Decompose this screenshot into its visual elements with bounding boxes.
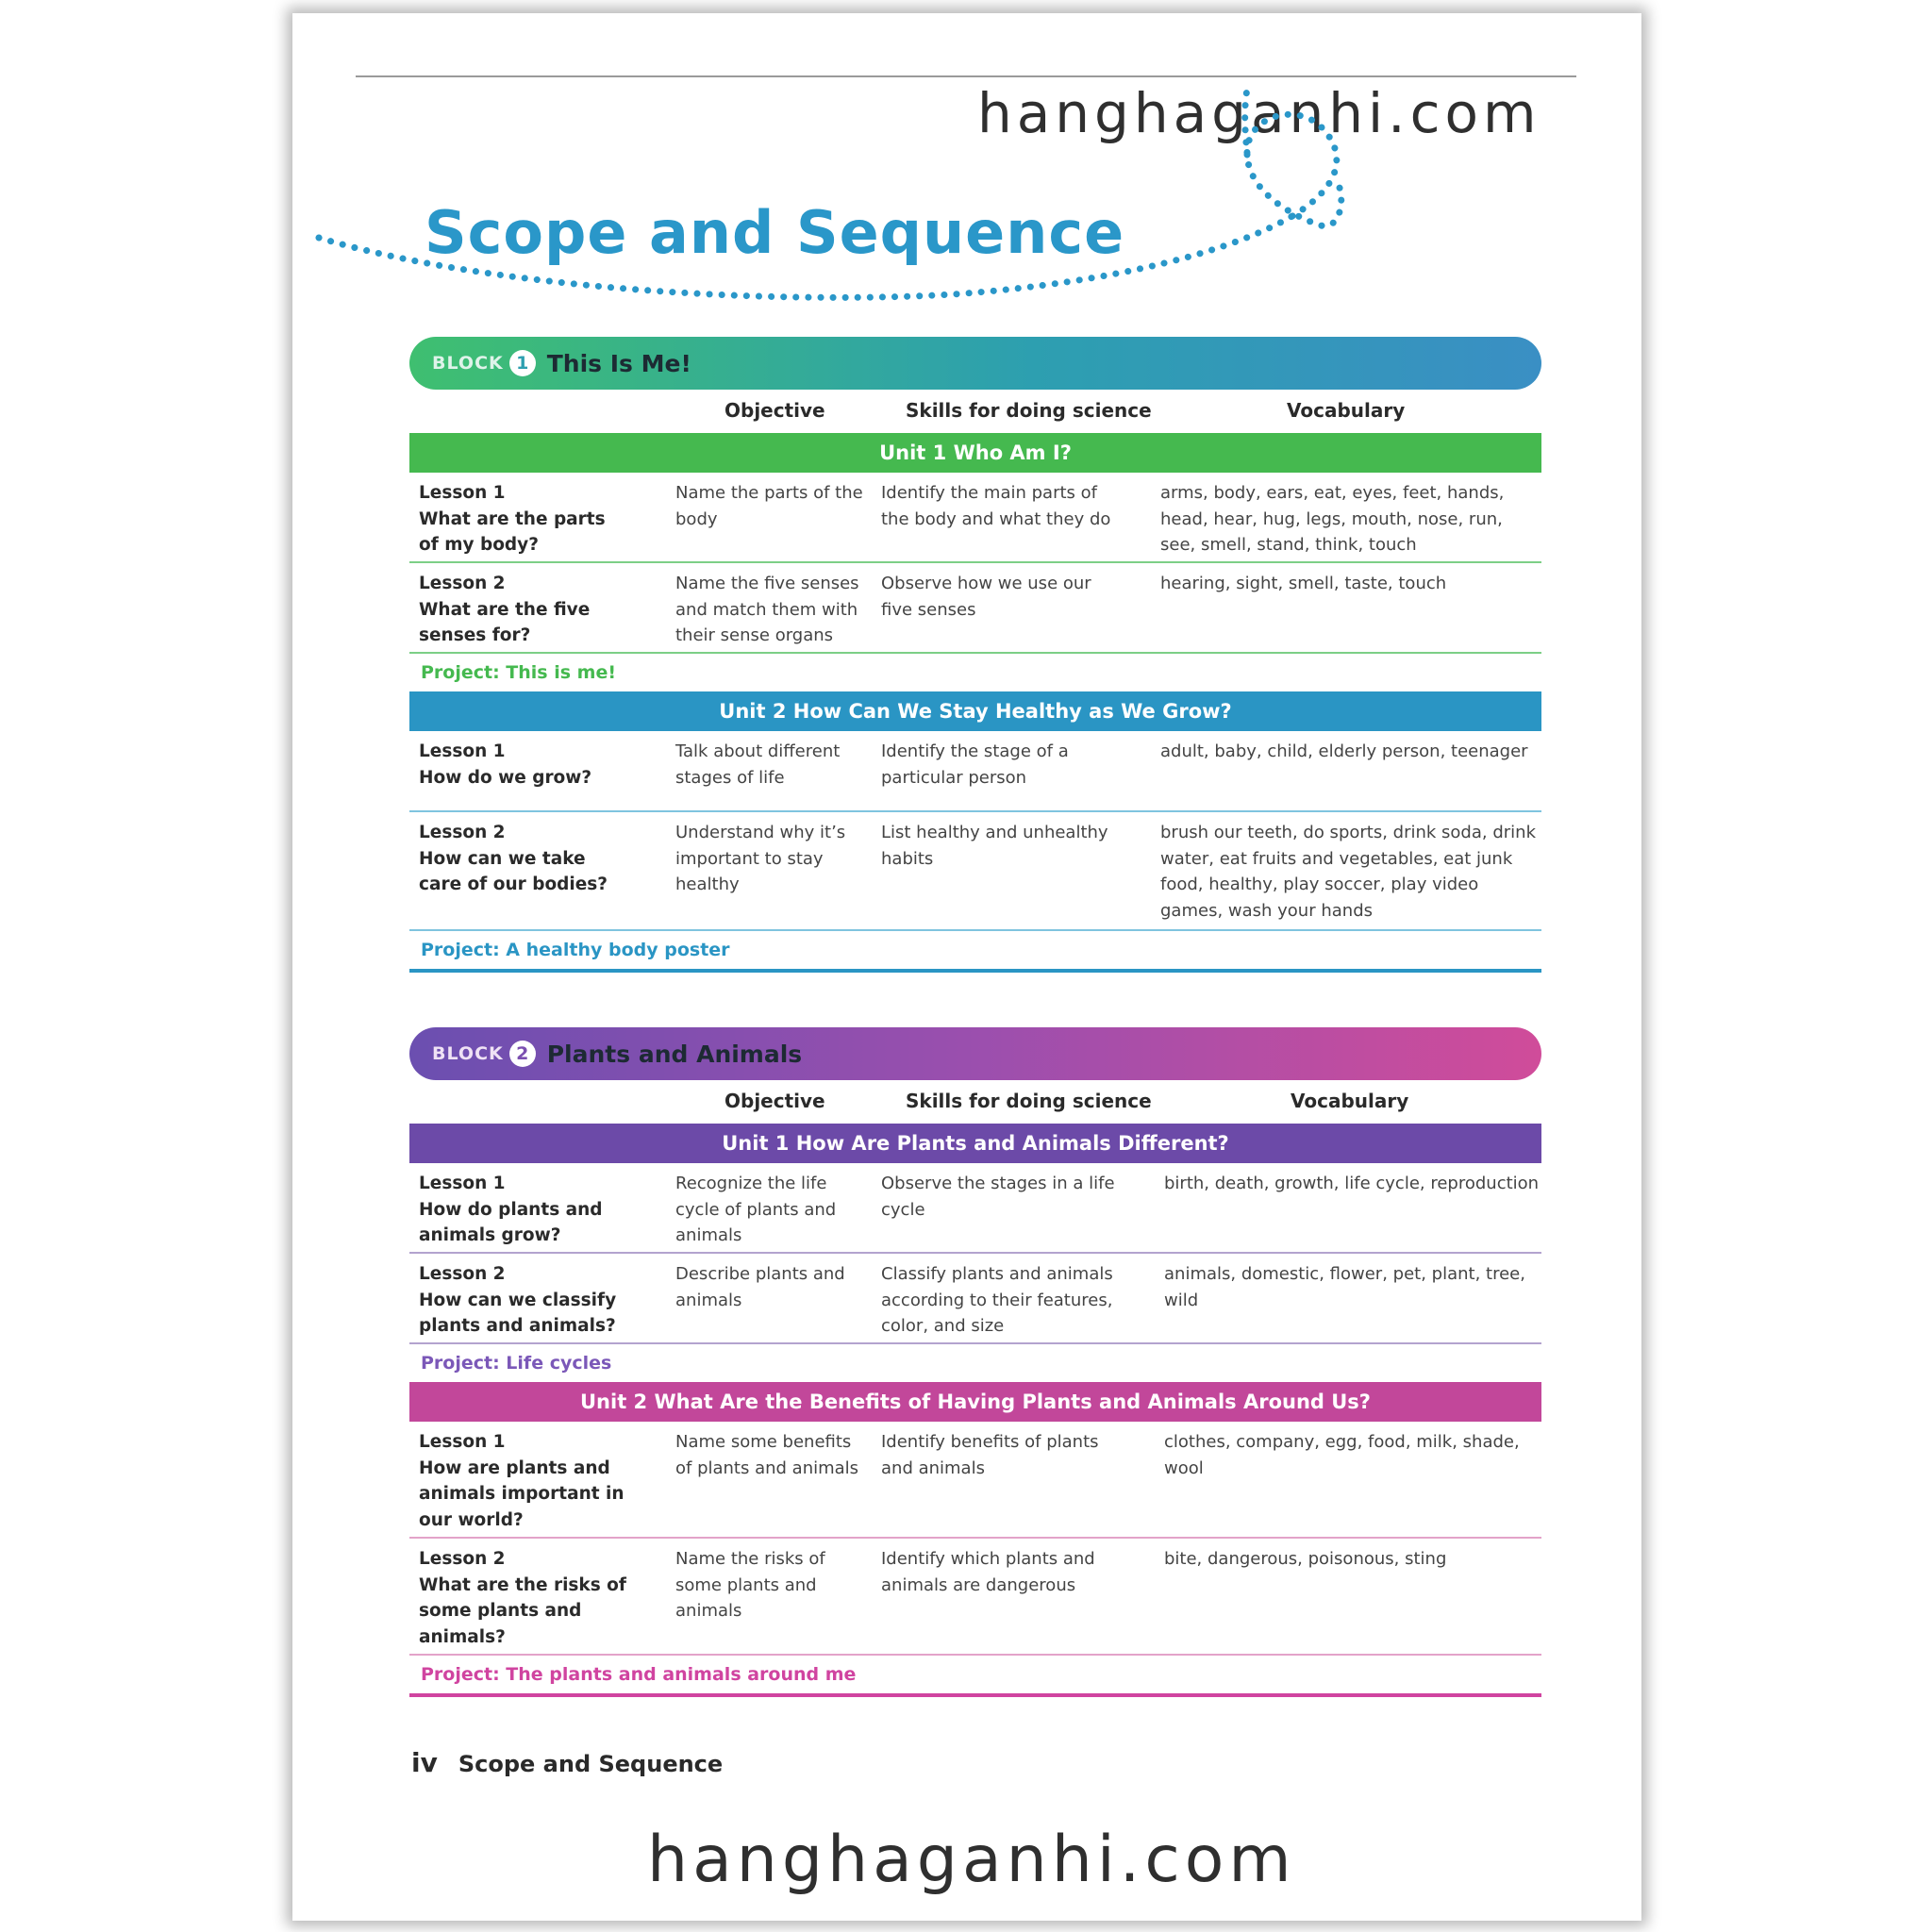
project-label: Project: Life cycles <box>421 1353 612 1374</box>
lesson-number: Lesson 1 <box>419 1174 506 1193</box>
skill-cell: Identify benefits of plants and animals <box>881 1432 1099 1478</box>
lesson-number: Lesson 1 <box>419 1432 506 1452</box>
lesson-question: How can we take care of our bodies? <box>419 848 608 894</box>
lesson-row <box>409 1422 1541 1539</box>
skill-cell: List healthy and unhealthy habits <box>881 823 1108 869</box>
unit-header: Unit 2 What Are the Benefits of Having Plants and Animals Around Us? <box>409 1382 1541 1422</box>
skill-cell: Identify the stage of a particular person <box>881 741 1069 788</box>
watermark-bottom: hanghaganhi.com <box>647 1823 1296 1897</box>
lesson-title <box>419 480 626 558</box>
lesson-number: Lesson 2 <box>419 1549 506 1569</box>
lesson-row <box>409 812 1541 931</box>
block-title: Plants and Animals <box>546 1040 803 1068</box>
objective-cell: Name the risks of some plants and animals <box>675 1549 825 1621</box>
objective-cell: Name some benefits of plants and animals <box>675 1432 859 1478</box>
vocabulary-cell: bite, dangerous, poisonous, sting <box>1164 1549 1447 1569</box>
lesson-title <box>419 1261 626 1340</box>
skill-cell: Classify plants and animals according to their features, color, and size <box>881 1264 1113 1336</box>
column-headers <box>409 1080 1541 1124</box>
objective-cell: Understand why it’s important to stay healthy <box>675 823 846 894</box>
lesson-row <box>409 473 1541 563</box>
lesson-number: Lesson 2 <box>419 1264 506 1284</box>
project-label: Project: The plants and animals around me <box>409 1656 1541 1697</box>
lesson-question: How do we grow? <box>419 767 592 788</box>
block-header <box>409 337 1541 390</box>
watermark-top: hanghaganhi.com <box>977 81 1541 145</box>
project-label: Project: This is me! <box>421 662 617 683</box>
skill-cell: Observe how we use our five senses <box>881 574 1091 620</box>
lesson-row <box>409 1539 1541 1656</box>
block-label: BLOCK <box>432 1043 504 1064</box>
skill-cell: Identify the main parts of the body and what they do <box>881 483 1111 529</box>
lesson-number: Lesson 1 <box>419 741 506 761</box>
skill-cell: Identify which plants and animals are dangerous <box>881 1549 1095 1595</box>
objective-cell: Talk about different stages of life <box>675 741 841 788</box>
block-2 <box>409 1027 1541 1697</box>
page-number: iv <box>411 1747 438 1778</box>
unit-header: Unit 2 How Can We Stay Healthy as We Grow? <box>409 691 1541 731</box>
lesson-row <box>409 731 1541 812</box>
block-1 <box>409 337 1541 973</box>
skill-cell: Observe the stages in a life cycle <box>881 1174 1115 1220</box>
vocabulary-cell: clothes, company, egg, food, milk, shade, wool <box>1164 1432 1520 1478</box>
lesson-title <box>419 1429 626 1533</box>
col-objective: Objective <box>724 399 825 422</box>
column-headers <box>409 390 1541 433</box>
lesson-title <box>419 820 626 898</box>
project-label: Project: A healthy body poster <box>409 931 1541 973</box>
col-skills: Skills for doing science <box>906 399 1152 422</box>
block-number: 1 <box>509 350 536 376</box>
vocabulary-cell: arms, body, ears, eat, eyes, feet, hands, head, hear, hug, legs, mouth, nose, run, see, smell, stand, think, touch <box>1160 483 1505 555</box>
lesson-question: What are the five senses for? <box>419 599 591 645</box>
vocabulary-cell: animals, domestic, flower, pet, plant, tree, wild <box>1164 1264 1525 1310</box>
lesson-number: Lesson 2 <box>419 823 506 842</box>
lesson-number: Lesson 1 <box>419 483 506 503</box>
lesson-row <box>409 563 1541 654</box>
book-page <box>292 13 1641 1921</box>
page-title: Scope and Sequence <box>425 198 1125 267</box>
col-skills: Skills for doing science <box>906 1090 1152 1112</box>
lesson-question: How do plants and animals grow? <box>419 1199 603 1245</box>
vocabulary-cell: brush our teeth, do sports, drink soda, drink water, eat fruits and vegetables, eat junk food, healthy, play soccer, play video games, wash your hands <box>1160 823 1536 921</box>
lesson-title <box>419 739 626 791</box>
dotted-swirl-decoration <box>292 13 1641 325</box>
lesson-title <box>419 571 626 649</box>
lesson-title <box>419 1546 626 1650</box>
col-vocabulary: Vocabulary <box>1291 1090 1409 1112</box>
page-footer <box>411 1747 723 1778</box>
block-label: BLOCK <box>432 353 504 374</box>
block-title: This Is Me! <box>546 349 691 377</box>
lesson-row <box>409 1163 1541 1254</box>
col-vocabulary: Vocabulary <box>1287 399 1406 422</box>
unit-header: Unit 1 How Are Plants and Animals Different? <box>409 1124 1541 1163</box>
objective-cell: Recognize the life cycle of plants and animals <box>675 1174 837 1245</box>
objective-cell: Name the five senses and match them with their sense organs <box>675 574 859 645</box>
vocabulary-cell: birth, death, growth, life cycle, reproduction <box>1164 1174 1540 1193</box>
vocabulary-cell: hearing, sight, smell, taste, touch <box>1160 574 1447 593</box>
col-objective: Objective <box>724 1090 825 1112</box>
block-number: 2 <box>509 1041 536 1067</box>
lesson-row <box>409 1254 1541 1344</box>
lesson-question: How are plants and animals important in our world? <box>419 1457 625 1530</box>
objective-cell: Name the parts of the body <box>675 483 863 529</box>
lesson-number: Lesson 2 <box>419 574 506 593</box>
block-header <box>409 1027 1541 1080</box>
lesson-question: How can we classify plants and animals? <box>419 1290 617 1336</box>
lesson-question: What are the parts of my body? <box>419 508 606 555</box>
lesson-title <box>419 1171 626 1249</box>
lesson-question: What are the risks of some plants and animals? <box>419 1574 626 1647</box>
footer-title: Scope and Sequence <box>458 1751 724 1777</box>
vocabulary-cell: adult, baby, child, elderly person, teenager <box>1160 741 1528 761</box>
objective-cell: Describe plants and animals <box>675 1264 845 1310</box>
unit-header: Unit 1 Who Am I? <box>409 433 1541 473</box>
